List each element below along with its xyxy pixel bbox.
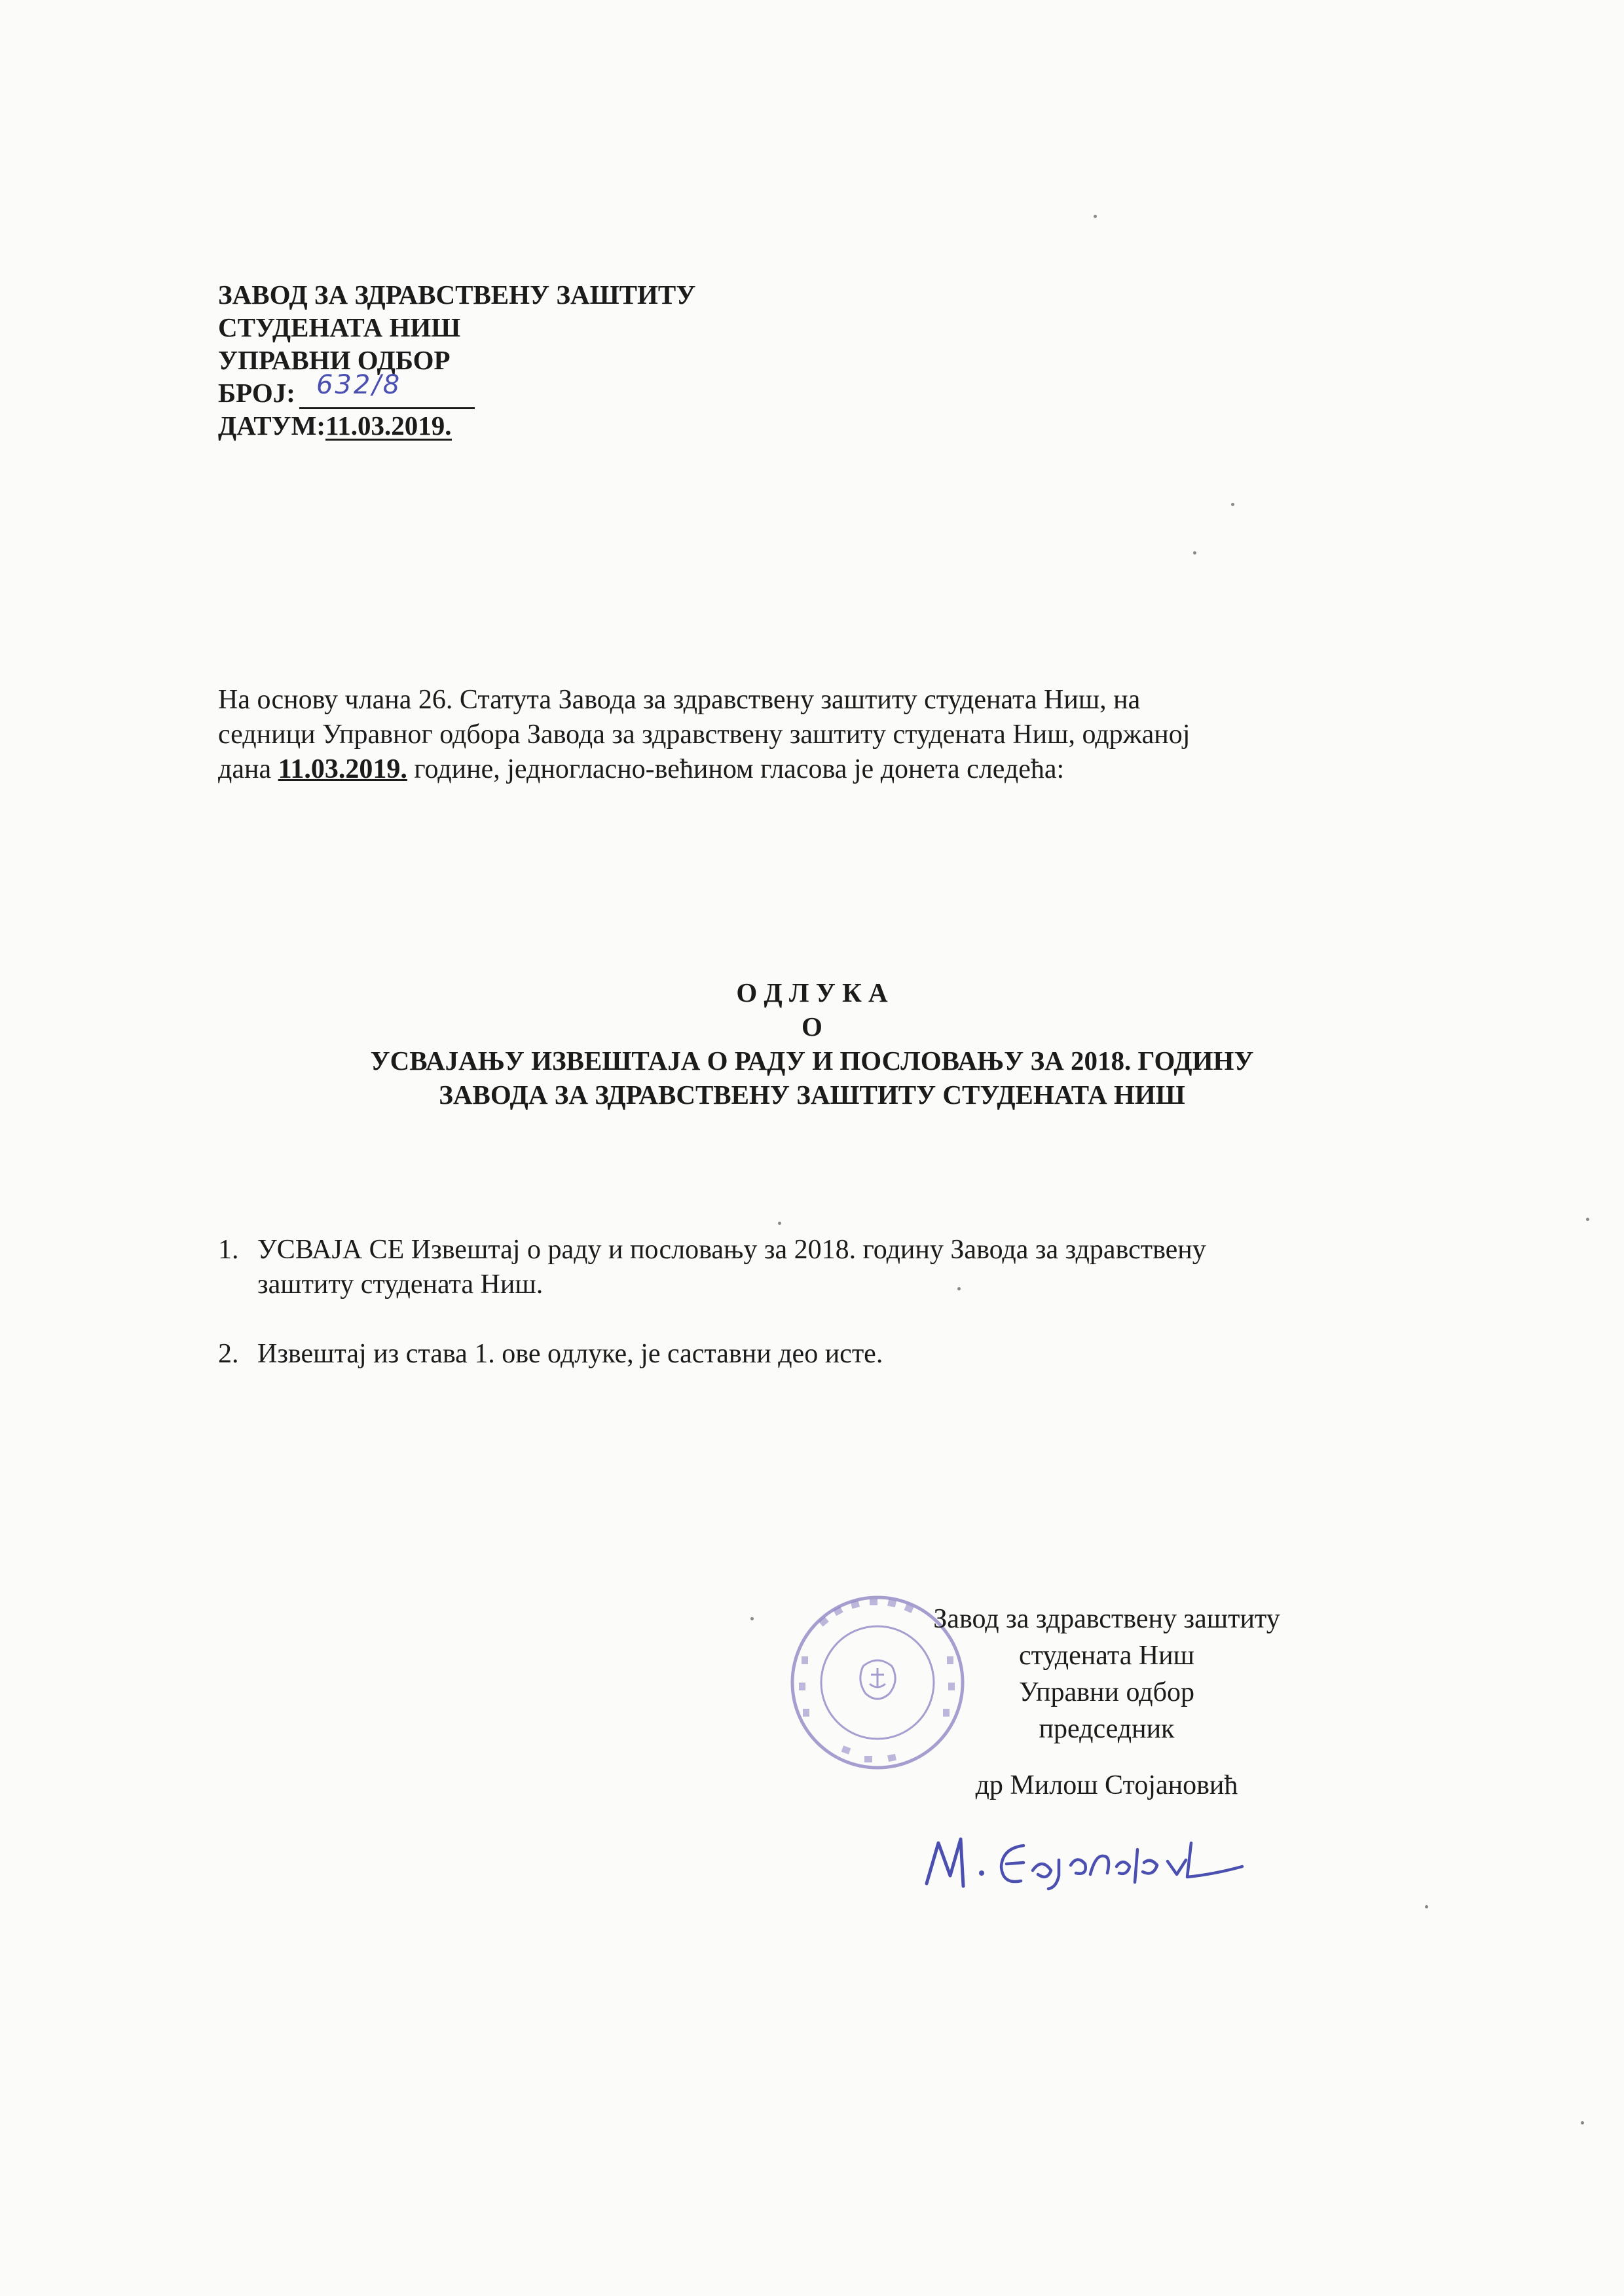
scan-speck	[778, 1222, 781, 1225]
scan-speck	[1581, 2121, 1584, 2124]
intro-line	[218, 752, 1397, 787]
scan-speck	[1193, 551, 1196, 555]
scan-speck	[1094, 215, 1097, 218]
item-number: 1.	[218, 1235, 239, 1265]
signatory-name: др Милош Стојановић	[975, 1770, 1238, 1800]
scan-speck	[1425, 1905, 1428, 1908]
intro-text: дана	[218, 754, 278, 784]
title-line: О Д Л У К А	[736, 977, 888, 1008]
reference-number-handwritten: 632/8	[316, 370, 402, 400]
intro-paragraph	[218, 683, 1397, 787]
document-header	[218, 278, 695, 442]
meeting-date: 11.03.2019.	[278, 754, 407, 784]
list-item	[218, 1233, 1206, 1302]
institution-name: ЗАВОД ЗА ЗДРАВСТВЕНУ ЗАШТИТУ	[218, 280, 696, 310]
reference-number-field	[299, 370, 475, 409]
signature-line: студената Ниш	[1019, 1641, 1194, 1671]
list-item	[218, 1337, 1206, 1372]
decision-title	[0, 975, 1624, 1112]
title-line: УСВАЈАЊУ ИЗВЕШТАЈА О РАДУ И ПОСЛОВАЊУ ЗА 2018. ГОДИНУ	[370, 1046, 1254, 1076]
reference-number-row	[218, 370, 695, 409]
signature-line: председник	[1039, 1714, 1175, 1744]
scan-speck	[957, 1287, 961, 1290]
item-line: заштиту студената Ниш.	[257, 1269, 544, 1300]
date-row	[218, 409, 695, 442]
item-line: УСВАЈА СЕ Извештај о раду и пословању за 2018. годину Завода за здравствену	[257, 1235, 1206, 1265]
date-label: ДАТУМ:	[218, 410, 325, 441]
signature-line: Завод за здравствену заштиту	[933, 1604, 1280, 1634]
signature-line: Управни одбор	[1019, 1677, 1194, 1707]
title-line: ЗАВОДА ЗА ЗДРАВСТВЕНУ ЗАШТИТУ СТУДЕНАТА НИШ	[439, 1080, 1185, 1110]
intro-text: године, једногласно-већином гласова је донета следећа:	[407, 754, 1065, 784]
scan-speck	[1231, 503, 1234, 506]
handwritten-signature	[913, 1823, 1254, 1895]
item-line: Извештај из става 1. ове одлуке, је саставни део исте.	[257, 1339, 883, 1369]
scan-speck	[1586, 1218, 1589, 1221]
item-number: 2.	[218, 1339, 239, 1369]
intro-line: седници Управног одбора Завода за здравствену заштиту студената Ниш, одржаној	[218, 720, 1190, 750]
decision-items	[218, 1233, 1206, 1372]
item-text	[257, 1233, 1206, 1302]
item-text	[257, 1337, 883, 1372]
title-line: О	[802, 1011, 822, 1042]
institution-city: СТУДЕНАТА НИШ	[218, 312, 461, 342]
reference-number-label: БРОЈ:	[218, 378, 295, 408]
board-name: УПРАВНИ ОДБОР	[218, 345, 451, 375]
intro-line: На основу члана 26. Статута Завода за здравствену заштиту студената Ниш, на	[218, 685, 1141, 715]
signature-block	[864, 1601, 1349, 1804]
scan-speck	[750, 1617, 754, 1620]
date-value: 11.03.2019.	[325, 410, 452, 441]
